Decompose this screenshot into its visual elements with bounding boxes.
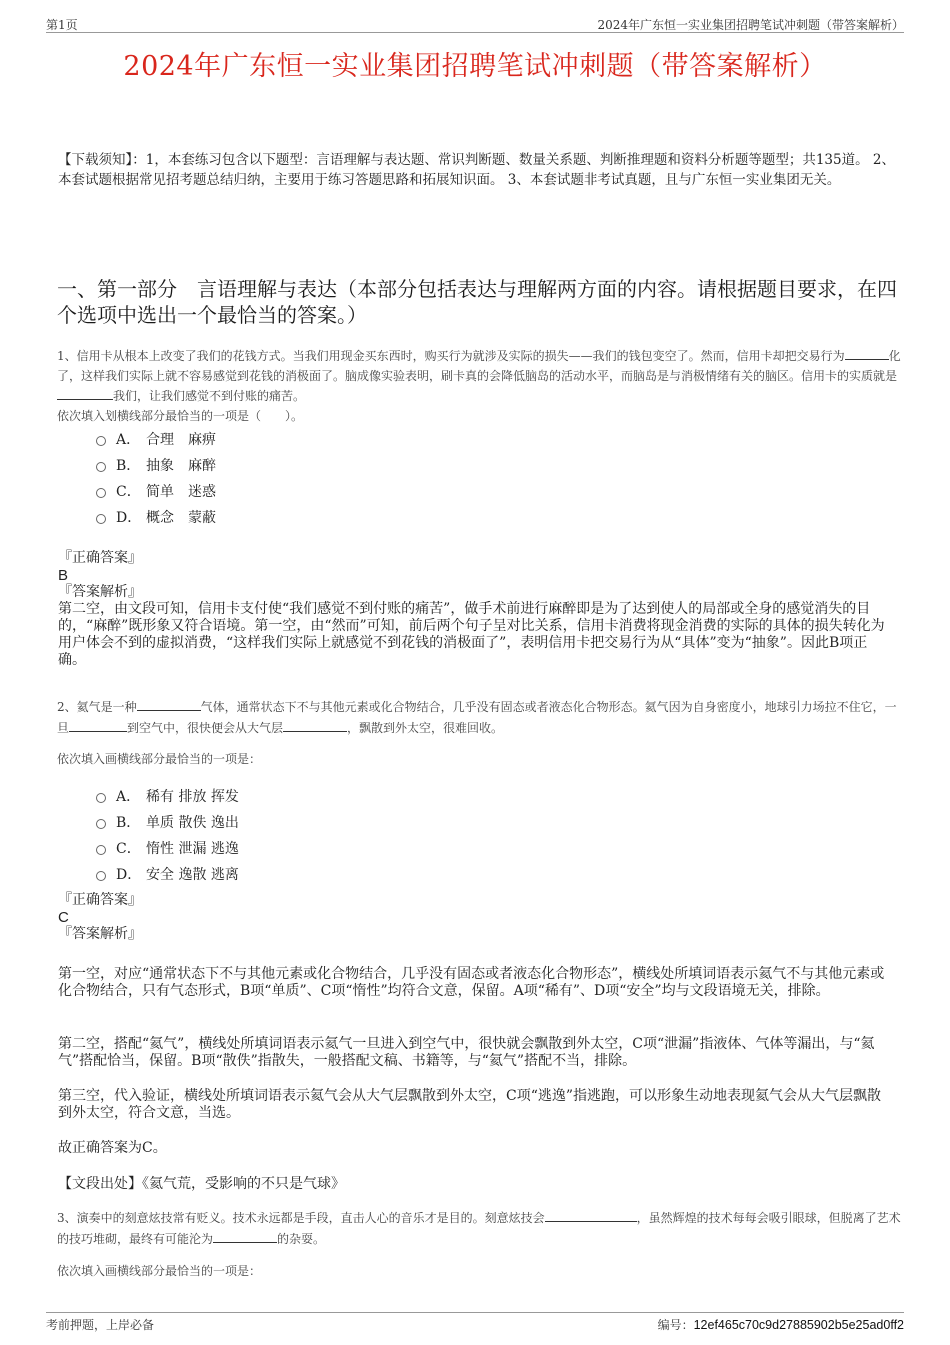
radio-icon[interactable]	[96, 436, 106, 446]
answer-label: 『正确答案』	[58, 892, 142, 908]
blank-line	[69, 718, 127, 732]
question-1-answer	[58, 550, 890, 669]
question-1-text: 1、信用卡从根本上改变了我们的花钱方式。当我们用现金买东西时，购买行为就涉及实际的损失——我们的钱包变空了。然而，信用卡却把交易行为 化了，这样我们实际上就不容易感觉到花钱的消极面了。脑成像实验表明，刷卡真的会降低脑岛的活动水平，而脑岛是与消极情绪有关的脑区。信用卡的实质就是我们，让我们感觉不到付账的痛苦。 依次填入划横线部分最恰当的一项是（ ）。	[57, 346, 904, 426]
analysis-paragraph-1: 第一空，对应“通常状态下不与其他元素或化合物结合，几乎没有固态或者液态化合物形态”，横线处所填词语表示氦气不与其他元素或化合物结合，只有气态形式，B项“单质”、C项“惰性”均符合文意，保留。A项“稀有”、D项“安全”均与文段语境无关，排除。	[58, 966, 885, 999]
blank-line	[137, 697, 201, 711]
analysis-text: 第二空，由文段可知，信用卡支付使“我们感觉不到付账的痛苦”，做手术前进行麻醉即是为了达到使人的局部或全身的感觉消失的目的，“麻醉”既形象又符合语境。第一空，由“然而”可知，前后两个句子呈对比关系，信用卡消费将现金消费的实际的具体的损失转化为用户体会不到的虚拟消费，“这样我们实际上就感觉不到花钱的消极面了”，表明信用卡把交易行为从“具体”变为“抽象”。因此B项正确。	[58, 601, 885, 668]
blank-line	[213, 1229, 277, 1243]
option-a[interactable]: A． 稀有 排放 挥发	[96, 783, 239, 809]
blank-line	[57, 386, 113, 400]
blank-line	[283, 718, 347, 732]
question-2-text: 2、氦气是一种 气体，通常状态下不与其他元素或化合物结合，几乎没有固态或者液态化合物形态。氦气因为自身密度小，地球引力场拉不住它，一旦 到空气中，很快便会从大气层 ，飘散到外太空，很难回收。	[57, 697, 904, 738]
document-id: 编号：12ef465c70c9d27885902b5e25ad0ff2	[657, 1318, 904, 1332]
radio-icon[interactable]	[96, 819, 106, 829]
blank-line	[845, 346, 889, 360]
blank-line	[545, 1208, 637, 1222]
option-c[interactable]: C． 简单 迷惑	[96, 478, 216, 504]
question-3-text: 3、演奏中的刻意炫技常有贬义。技术永远都是手段，直击人心的音乐才是目的。刻意炫技会 ，虽然辉煌的技术每每会吸引眼球，但脱离了艺术的技巧堆砌，最终有可能沦为 的杂耍。	[57, 1208, 904, 1249]
option-b[interactable]: B． 抽象 麻醉	[96, 452, 216, 478]
page-footer	[46, 1312, 904, 1331]
passage-source: 【文段出处】《氦气荒，受影响的不只是气球》	[58, 1176, 345, 1192]
option-a[interactable]: A． 合理 麻痹	[96, 426, 216, 452]
option-d[interactable]: D． 安全 逸散 逃离	[96, 861, 239, 887]
answer-value: B	[58, 567, 69, 584]
page-number: 第1页	[46, 18, 78, 32]
analysis-label: 『答案解析』	[58, 584, 142, 600]
question-1-options	[96, 426, 216, 530]
analysis-paragraph-3: 第三空，代入验证，横线处所填词语表示氦气会从大气层飘散到外太空，C项“逃逸”指逃跑，可以形象生动地表现氦气会从大气层飘散到外太空，符合文意，当选。	[58, 1088, 882, 1121]
option-d[interactable]: D． 概念 蒙蔽	[96, 504, 216, 530]
analysis-label: 『答案解析』	[58, 926, 142, 942]
question-2-prompt: 依次填入画横线部分最恰当的一项是：	[57, 752, 262, 766]
section-title: 一、第一部分 言语理解与表达（本部分包括表达与理解两方面的内容。请根据题目要求，在四个选项中选出一个最恰当的答案。）	[57, 277, 897, 327]
radio-icon[interactable]	[96, 514, 106, 524]
radio-icon[interactable]	[96, 871, 106, 881]
radio-icon[interactable]	[96, 793, 106, 803]
analysis-conclusion: 故正确答案为C。	[58, 1140, 167, 1156]
document-title: 2024年广东恒一实业集团招聘笔试冲刺题（带答案解析）	[123, 51, 827, 82]
radio-icon[interactable]	[96, 845, 106, 855]
download-notice: 【下载须知】：1，本套练习包含以下题型：言语理解与表达题、常识判断题、数量关系题、判断推理题和资料分析题等题型；共135道。 2、本套试题根据常见招考题总结归纳，主要用于练习答题思路和拓展知识面。 3、本套试题非考试真题，且与广东恒一实业集团无关。	[58, 152, 895, 188]
answer-value: C	[58, 909, 69, 926]
option-c[interactable]: C． 惰性 泄漏 逃逸	[96, 835, 239, 861]
question-1-prompt: 依次填入划横线部分最恰当的一项是（ ）。	[57, 408, 304, 423]
option-b[interactable]: B． 单质 散佚 逸出	[96, 809, 239, 835]
answer-label: 『正确答案』	[58, 550, 142, 566]
page-header	[46, 14, 904, 33]
question-2-options	[96, 783, 239, 887]
footer-slogan: 考前押题，上岸必备	[46, 1318, 155, 1332]
question-3-prompt: 依次填入画横线部分最恰当的一项是：	[57, 1264, 262, 1278]
analysis-paragraph-2: 第二空，搭配“氦气”，横线处所填词语表示氦气一旦进入到空气中，很快就会飘散到外太空，C项“泄漏”指液体、气体等漏出，与“氦气”搭配恰当，保留。B项“散佚”指散失，一般搭配文稿、书籍等，与“氦气”搭配不当，排除。	[58, 1036, 875, 1069]
header-doc-title: 2024年广东恒一实业集团招聘笔试冲刺题（带答案解析）	[597, 18, 904, 32]
question-2-answer	[58, 892, 890, 943]
radio-icon[interactable]	[96, 488, 106, 498]
radio-icon[interactable]	[96, 462, 106, 472]
